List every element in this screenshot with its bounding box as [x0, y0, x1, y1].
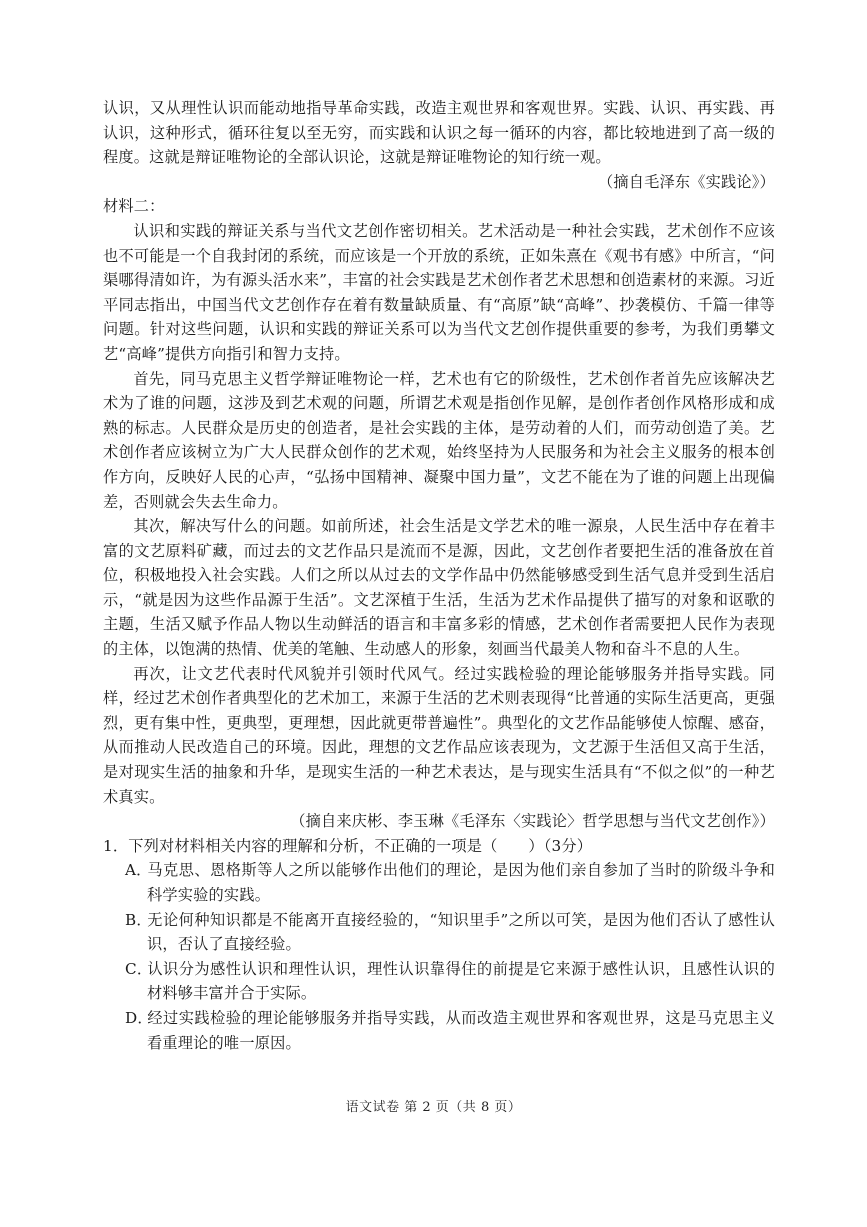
material-paragraph-1: 认识和实践的辩证关系与当代文艺创作密切相关。艺术活动是一种社会实践，艺术创作不应该也不可能是一个自我封闭的系统，而应该是一个开放的系统，正如朱熹在《观书有感》中所言，“问渠哪得清如许，为有源头活水来”，丰富的社会实践是艺术创作者艺术思想和创造素材的来源。习近平同志指出，中国当代文艺创作存在着有数量缺质量、有“高原”缺“高峰”、抄袭模仿、千篇一律等问题。针对这些问题，认识和实践的辩证关系可以为当代文艺创作提供重要的参考，为我们勇攀文艺“高峰”提供方向指引和智力支持。	[103, 221, 775, 363]
question-option-b	[103, 908, 775, 957]
question-option-d	[103, 1006, 775, 1055]
option-letter: B．	[125, 910, 152, 929]
option-text: 马克思、恩格斯等人之所以能够作出他们的理论，是因为他们亲自参加了当时的阶级斗争和科学实验的实践。	[147, 861, 775, 904]
option-letter: C．	[125, 959, 153, 978]
option-text: 认识分为感性认识和理性认识，理性认识靠得住的前提是它来源于感性认识，且感性认识的材料够丰富并合于实际。	[147, 959, 775, 1003]
exam-page-body	[103, 96, 775, 1055]
material-paragraph-2: 首先，同马克思主义哲学辩证唯物论一样，艺术也有它的阶级性，艺术创作者首先应该解决艺术为了谁的问题，这涉及到艺术观的问题，所谓艺术观是指创作见解，是创作者创作风格形成和成熟的标志。人民群众是历史的创造者，是社会实践的主体，是劳动着的人们，而劳动创造了美。艺术创作者应该树立为广大人民群众创作的艺术观，始终坚持为人民服务和为社会主义服务的根本创作方向，反映好人民的心声，“弘扬中国精神、凝聚中国力量”，文艺不能在为了谁的问题上出现偏差，否则就会失去生命力。	[103, 369, 775, 511]
material-paragraph-3: 其次，解决写什么的问题。如前所述，社会生活是文学艺术的唯一源泉，人民生活中存在着丰富的文艺原料矿藏，而过去的文艺作品只是流而不是源，因此，文艺创作者要把生活的准备放在首位，积极地投入社会实践。人们之所以从过去的文学作品中仍然能够感受到生活气息并受到生活启示，“就是因为这些作品源于生活”。文艺深植于生活，生活为艺术作品提供了描写的对象和讴歌的主题，生活又赋予作品人物以生动鲜活的语言和丰富多彩的情感，艺术创作者需要把人民作为表现的主体，以饱满的热情、优美的笔触、生动感人的形象，刻画当代最美人物和奋斗不息的人生。	[103, 517, 775, 659]
question-option-a	[103, 858, 775, 907]
source-citation-2: （摘自来庆彬、李玉琳《毛泽东〈实践论〉哲学思想与当代文艺创作》）	[290, 812, 775, 831]
material-paragraph-4: 再次，让文艺代表时代风貌并引领时代风气。经过实践检验的理论能够服务并指导实践。同样，经过艺术创作者典型化的艺术加工，来源于生活的艺术则表现得“比普通的实际生活更高，更强烈，更有集中性，更典型，更理想，因此就更带普遍性”。典型化的文艺作品能够使人惊醒、感奋，从而推动人民改造自己的环境。因此，理想的文艺作品应该表现为，文艺源于生活但又高于生活，是对现实生活的抽象和升华，是现实生活的一种艺术表达，是与现实生活具有“不似之似”的一种艺术真实。	[103, 664, 775, 806]
question-option-c	[103, 957, 775, 1006]
material-two-heading: 材料二：	[103, 197, 165, 216]
option-letter: A．	[125, 861, 152, 880]
option-text: 经过实践检验的理论能够服务并指导实践，从而改造主观世界和客观世界，这是马克思主义看重理论的唯一原因。	[147, 1008, 775, 1052]
option-text: 无论何种知识都是不能离开直接经验的，“知识里手”之所以可笑，是因为他们否认了感性认识，否认了直接经验。	[147, 910, 775, 954]
source-citation-1: （摘自毛泽东《实践论》）	[597, 172, 775, 191]
option-letter: D．	[125, 1008, 153, 1027]
continuation-paragraph: 认识，又从理性认识而能动地指导革命实践，改造主观世界和客观世界。实践、认识、再实践、再认识，这种形式，循环往复以至无穷，而实践和认识之每一循环的内容，都比较地进到了高一级的程度。这就是辩证唯物论的全部认识论，这就是辩证唯物论的知行统一观。	[103, 99, 775, 167]
page-footer: 语文试卷 第 2 页（共 8 页）	[345, 1100, 522, 1115]
question-stem: 1．下列对材料相关内容的理解和分析，不正确的一项是（ ）（3分）	[103, 836, 593, 855]
